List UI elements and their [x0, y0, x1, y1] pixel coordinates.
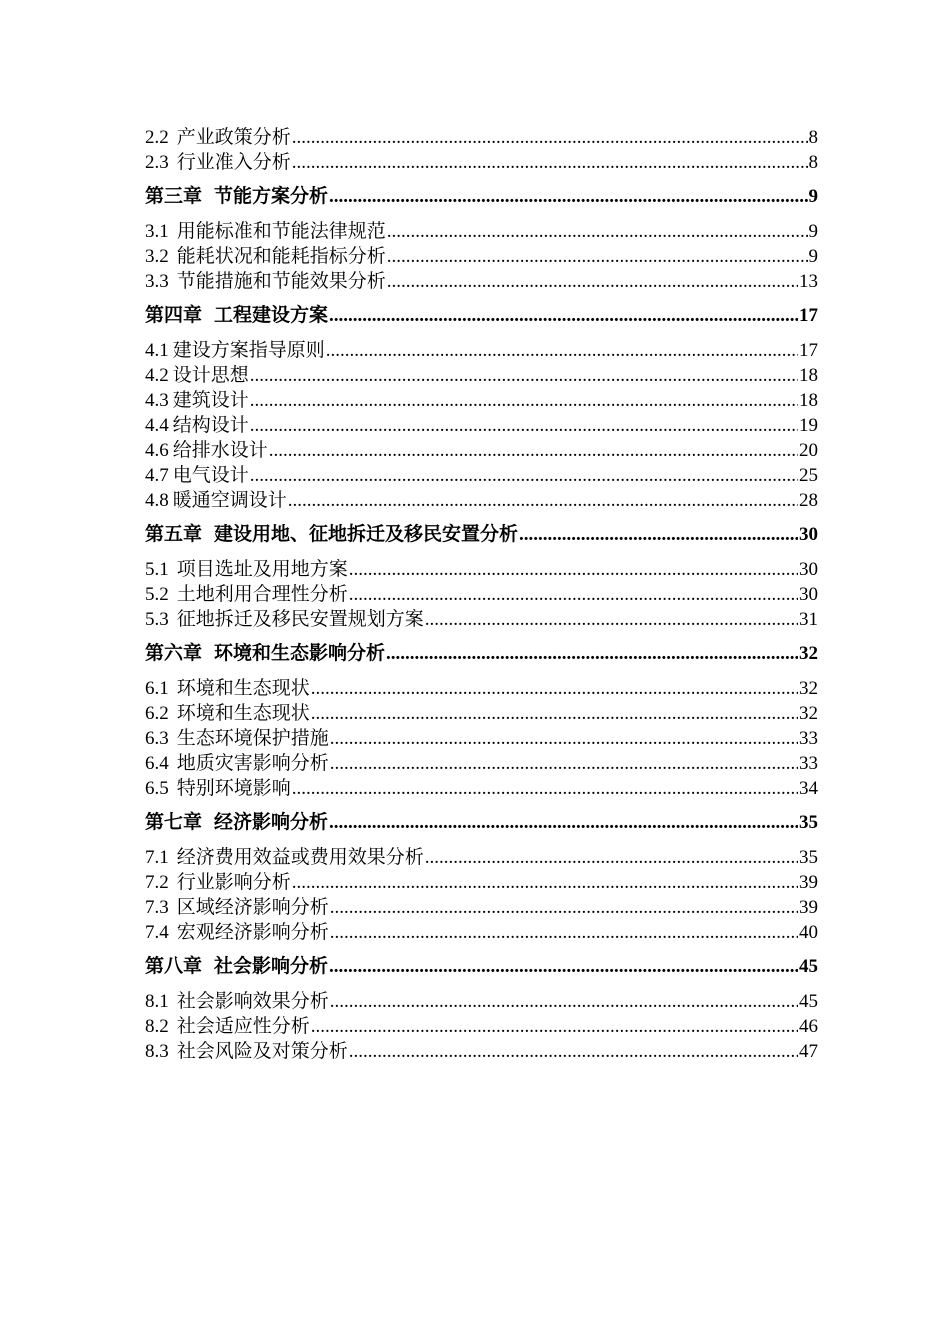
toc-entry-title: 经济费用效益或费用效果分析 [176, 847, 424, 868]
toc-entry-title: 社会风险及对策分析 [176, 1041, 348, 1062]
toc-entry-number: 6.4 [145, 753, 169, 774]
toc-entry-page-number: 8 [808, 127, 818, 148]
toc-entry-number: 3.1 [145, 221, 169, 242]
toc-entry-page-number: 17 [799, 340, 818, 361]
toc-dot-leader [349, 582, 798, 607]
toc-dot-leader [330, 989, 798, 1014]
toc-entry-number: 4.7 [145, 465, 169, 486]
toc-section-entry[interactable] [145, 125, 818, 150]
toc-entry-page-number: 45 [799, 991, 818, 1012]
toc-entry-number: 8.3 [145, 1041, 169, 1062]
toc-entry-page-number: 33 [799, 753, 818, 774]
toc-entry-number: 7.3 [145, 897, 169, 918]
toc-entry-page-number: 9 [808, 186, 818, 207]
toc-dot-leader [311, 701, 798, 726]
toc-entry-page-number: 34 [799, 778, 818, 799]
toc-entry-number: 2.2 [145, 127, 169, 148]
toc-entry-number: 第八章 [145, 956, 203, 977]
toc-entry-title: 结构设计 [172, 415, 249, 436]
toc-section-entry[interactable] [145, 726, 818, 751]
toc-entry-number: 5.2 [145, 584, 169, 605]
toc-section-entry[interactable] [145, 244, 818, 269]
toc-entry-title: 宏观经济影响分析 [176, 922, 329, 943]
toc-dot-leader [349, 557, 798, 582]
toc-dot-leader [329, 945, 798, 989]
toc-section-entry[interactable] [145, 870, 818, 895]
toc-entry-title: 建设用地、征地拆迁及移民安置分析 [214, 524, 519, 545]
toc-section-entry[interactable] [145, 438, 818, 463]
toc-section-entry[interactable] [145, 150, 818, 175]
toc-entry-page-number: 28 [799, 490, 818, 511]
toc-dot-leader [250, 388, 798, 413]
toc-chapter-entry[interactable] [145, 801, 818, 845]
toc-dot-leader [329, 801, 798, 845]
toc-chapter-entry[interactable] [145, 294, 818, 338]
toc-entry-page-number: 31 [799, 609, 818, 630]
toc-entry-number: 7.1 [145, 847, 169, 868]
toc-dot-leader [330, 751, 798, 776]
toc-dot-leader [519, 513, 798, 557]
toc-entry-page-number: 8 [808, 152, 818, 173]
toc-section-entry[interactable] [145, 989, 818, 1014]
toc-entry-number: 6.1 [145, 678, 169, 699]
toc-entry-title: 工程建设方案 [214, 305, 329, 326]
toc-entry-title: 土地利用合理性分析 [176, 584, 348, 605]
toc-entry-page-number: 9 [808, 246, 818, 267]
toc-entry-number: 第三章 [145, 186, 203, 207]
toc-dot-leader [387, 219, 808, 244]
toc-entry-title: 社会影响效果分析 [176, 991, 329, 1012]
toc-entry-page-number: 19 [799, 415, 818, 436]
toc-section-entry[interactable] [145, 701, 818, 726]
toc-entry-title: 节能措施和节能效果分析 [176, 271, 386, 292]
toc-entry-page-number: 32 [799, 703, 818, 724]
toc-entry-number: 4.4 [145, 415, 169, 436]
toc-entry-number: 4.8 [145, 490, 169, 511]
toc-section-entry[interactable] [145, 488, 818, 513]
toc-entry-number: 3.3 [145, 271, 169, 292]
toc-entry-page-number: 30 [799, 584, 818, 605]
toc-section-entry[interactable] [145, 751, 818, 776]
toc-entry-number: 第五章 [145, 524, 203, 545]
toc-entry-page-number: 20 [799, 440, 818, 461]
toc-entry-title: 特别环境影响 [176, 778, 291, 799]
toc-entry-number: 5.1 [145, 559, 169, 580]
toc-entry-page-number: 32 [799, 643, 818, 664]
toc-entry-page-number: 32 [799, 678, 818, 699]
toc-entry-title: 给排水设计 [172, 440, 268, 461]
toc-entry-title: 征地拆迁及移民安置规划方案 [176, 609, 424, 630]
toc-entry-title: 建设方案指导原则 [172, 340, 325, 361]
toc-dot-leader [330, 895, 798, 920]
toc-dot-leader [387, 244, 808, 269]
toc-dot-leader [292, 150, 808, 175]
toc-entry-page-number: 33 [799, 728, 818, 749]
toc-entry-page-number: 13 [799, 271, 818, 292]
toc-dot-leader [311, 676, 798, 701]
toc-entry-title: 环境和生态现状 [176, 703, 310, 724]
toc-entry-number: 6.2 [145, 703, 169, 724]
toc-dot-leader [330, 920, 798, 945]
toc-section-entry[interactable] [145, 338, 818, 363]
toc-entry-title: 暖通空调设计 [172, 490, 287, 511]
toc-section-entry[interactable] [145, 557, 818, 582]
toc-entry-title: 区域经济影响分析 [176, 897, 329, 918]
toc-entry-title: 行业影响分析 [176, 872, 291, 893]
toc-section-entry[interactable] [145, 676, 818, 701]
toc-section-entry[interactable] [145, 463, 818, 488]
toc-entry-page-number: 45 [799, 956, 818, 977]
toc-entry-number: 6.5 [145, 778, 169, 799]
toc-section-entry[interactable] [145, 269, 818, 294]
toc-chapter-entry[interactable] [145, 632, 818, 676]
toc-entry-title: 社会适应性分析 [176, 1016, 310, 1037]
toc-chapter-entry[interactable] [145, 945, 818, 989]
toc-chapter-entry[interactable] [145, 513, 818, 557]
toc-dot-leader [288, 488, 798, 513]
toc-section-entry[interactable] [145, 219, 818, 244]
toc-entry-title: 社会影响分析 [214, 956, 329, 977]
toc-entry-title: 设计思想 [172, 365, 249, 386]
toc-dot-leader [311, 1014, 798, 1039]
toc-entry-number: 第四章 [145, 305, 203, 326]
toc-entry-page-number: 17 [799, 305, 818, 326]
table-of-contents [145, 125, 818, 1064]
toc-dot-leader [269, 438, 798, 463]
toc-section-entry[interactable] [145, 1014, 818, 1039]
toc-entry-title: 项目选址及用地方案 [176, 559, 348, 580]
toc-entry-title: 环境和生态影响分析 [214, 643, 386, 664]
toc-entry-page-number: 25 [799, 465, 818, 486]
toc-section-entry[interactable] [145, 582, 818, 607]
toc-dot-leader [386, 632, 798, 676]
toc-dot-leader [329, 294, 798, 338]
toc-entry-page-number: 40 [799, 922, 818, 943]
toc-chapter-entry[interactable] [145, 175, 818, 219]
toc-dot-leader [292, 125, 808, 150]
toc-section-entry[interactable] [145, 845, 818, 870]
toc-entry-number: 8.2 [145, 1016, 169, 1037]
toc-entry-number: 6.3 [145, 728, 169, 749]
toc-entry-page-number: 47 [799, 1041, 818, 1062]
toc-dot-leader [250, 363, 798, 388]
toc-entry-page-number: 35 [799, 847, 818, 868]
toc-dot-leader [329, 175, 807, 219]
toc-entry-page-number: 35 [799, 812, 818, 833]
toc-entry-number: 第七章 [145, 812, 203, 833]
toc-section-entry[interactable] [145, 363, 818, 388]
toc-section-entry[interactable] [145, 895, 818, 920]
toc-section-entry[interactable] [145, 607, 818, 632]
toc-entry-number: 4.2 [145, 365, 169, 386]
toc-dot-leader [292, 870, 798, 895]
toc-section-entry[interactable] [145, 413, 818, 438]
toc-entry-title: 环境和生态现状 [176, 678, 310, 699]
toc-entry-number: 4.6 [145, 440, 169, 461]
toc-entry-page-number: 18 [799, 365, 818, 386]
toc-entry-number: 2.3 [145, 152, 169, 173]
toc-entry-title: 生态环境保护措施 [176, 728, 329, 749]
toc-entry-number: 4.1 [145, 340, 169, 361]
toc-dot-leader [326, 338, 798, 363]
toc-entry-page-number: 46 [799, 1016, 818, 1037]
toc-section-entry[interactable] [145, 920, 818, 945]
toc-entry-page-number: 18 [799, 390, 818, 411]
toc-entry-number: 5.3 [145, 609, 169, 630]
toc-section-entry[interactable] [145, 388, 818, 413]
toc-entry-title: 能耗状况和能耗指标分析 [176, 246, 386, 267]
toc-entry-page-number: 30 [799, 559, 818, 580]
toc-entry-title: 电气设计 [172, 465, 249, 486]
toc-entry-page-number: 39 [799, 872, 818, 893]
toc-entry-title: 行业准入分析 [176, 152, 291, 173]
toc-entry-title: 节能方案分析 [214, 186, 329, 207]
toc-entry-number: 3.2 [145, 246, 169, 267]
toc-entry-title: 建筑设计 [172, 390, 249, 411]
toc-entry-page-number: 9 [808, 221, 818, 242]
toc-entry-number: 7.4 [145, 922, 169, 943]
toc-entry-page-number: 30 [799, 524, 818, 545]
toc-section-entry[interactable] [145, 776, 818, 801]
toc-entry-title: 用能标准和节能法律规范 [176, 221, 386, 242]
toc-dot-leader [349, 1039, 798, 1064]
toc-dot-leader [250, 463, 798, 488]
toc-section-entry[interactable] [145, 1039, 818, 1064]
toc-dot-leader [425, 845, 798, 870]
toc-entry-number: 第六章 [145, 643, 203, 664]
toc-entry-number: 8.1 [145, 991, 169, 1012]
toc-entry-title: 产业政策分析 [176, 127, 291, 148]
toc-entry-number: 7.2 [145, 872, 169, 893]
toc-entry-title: 地质灾害影响分析 [176, 753, 329, 774]
toc-dot-leader [330, 726, 798, 751]
toc-entry-page-number: 39 [799, 897, 818, 918]
toc-dot-leader [292, 776, 798, 801]
toc-dot-leader [387, 269, 798, 294]
toc-dot-leader [425, 607, 798, 632]
toc-entry-title: 经济影响分析 [214, 812, 329, 833]
toc-dot-leader [250, 413, 798, 438]
toc-entry-number: 4.3 [145, 390, 169, 411]
